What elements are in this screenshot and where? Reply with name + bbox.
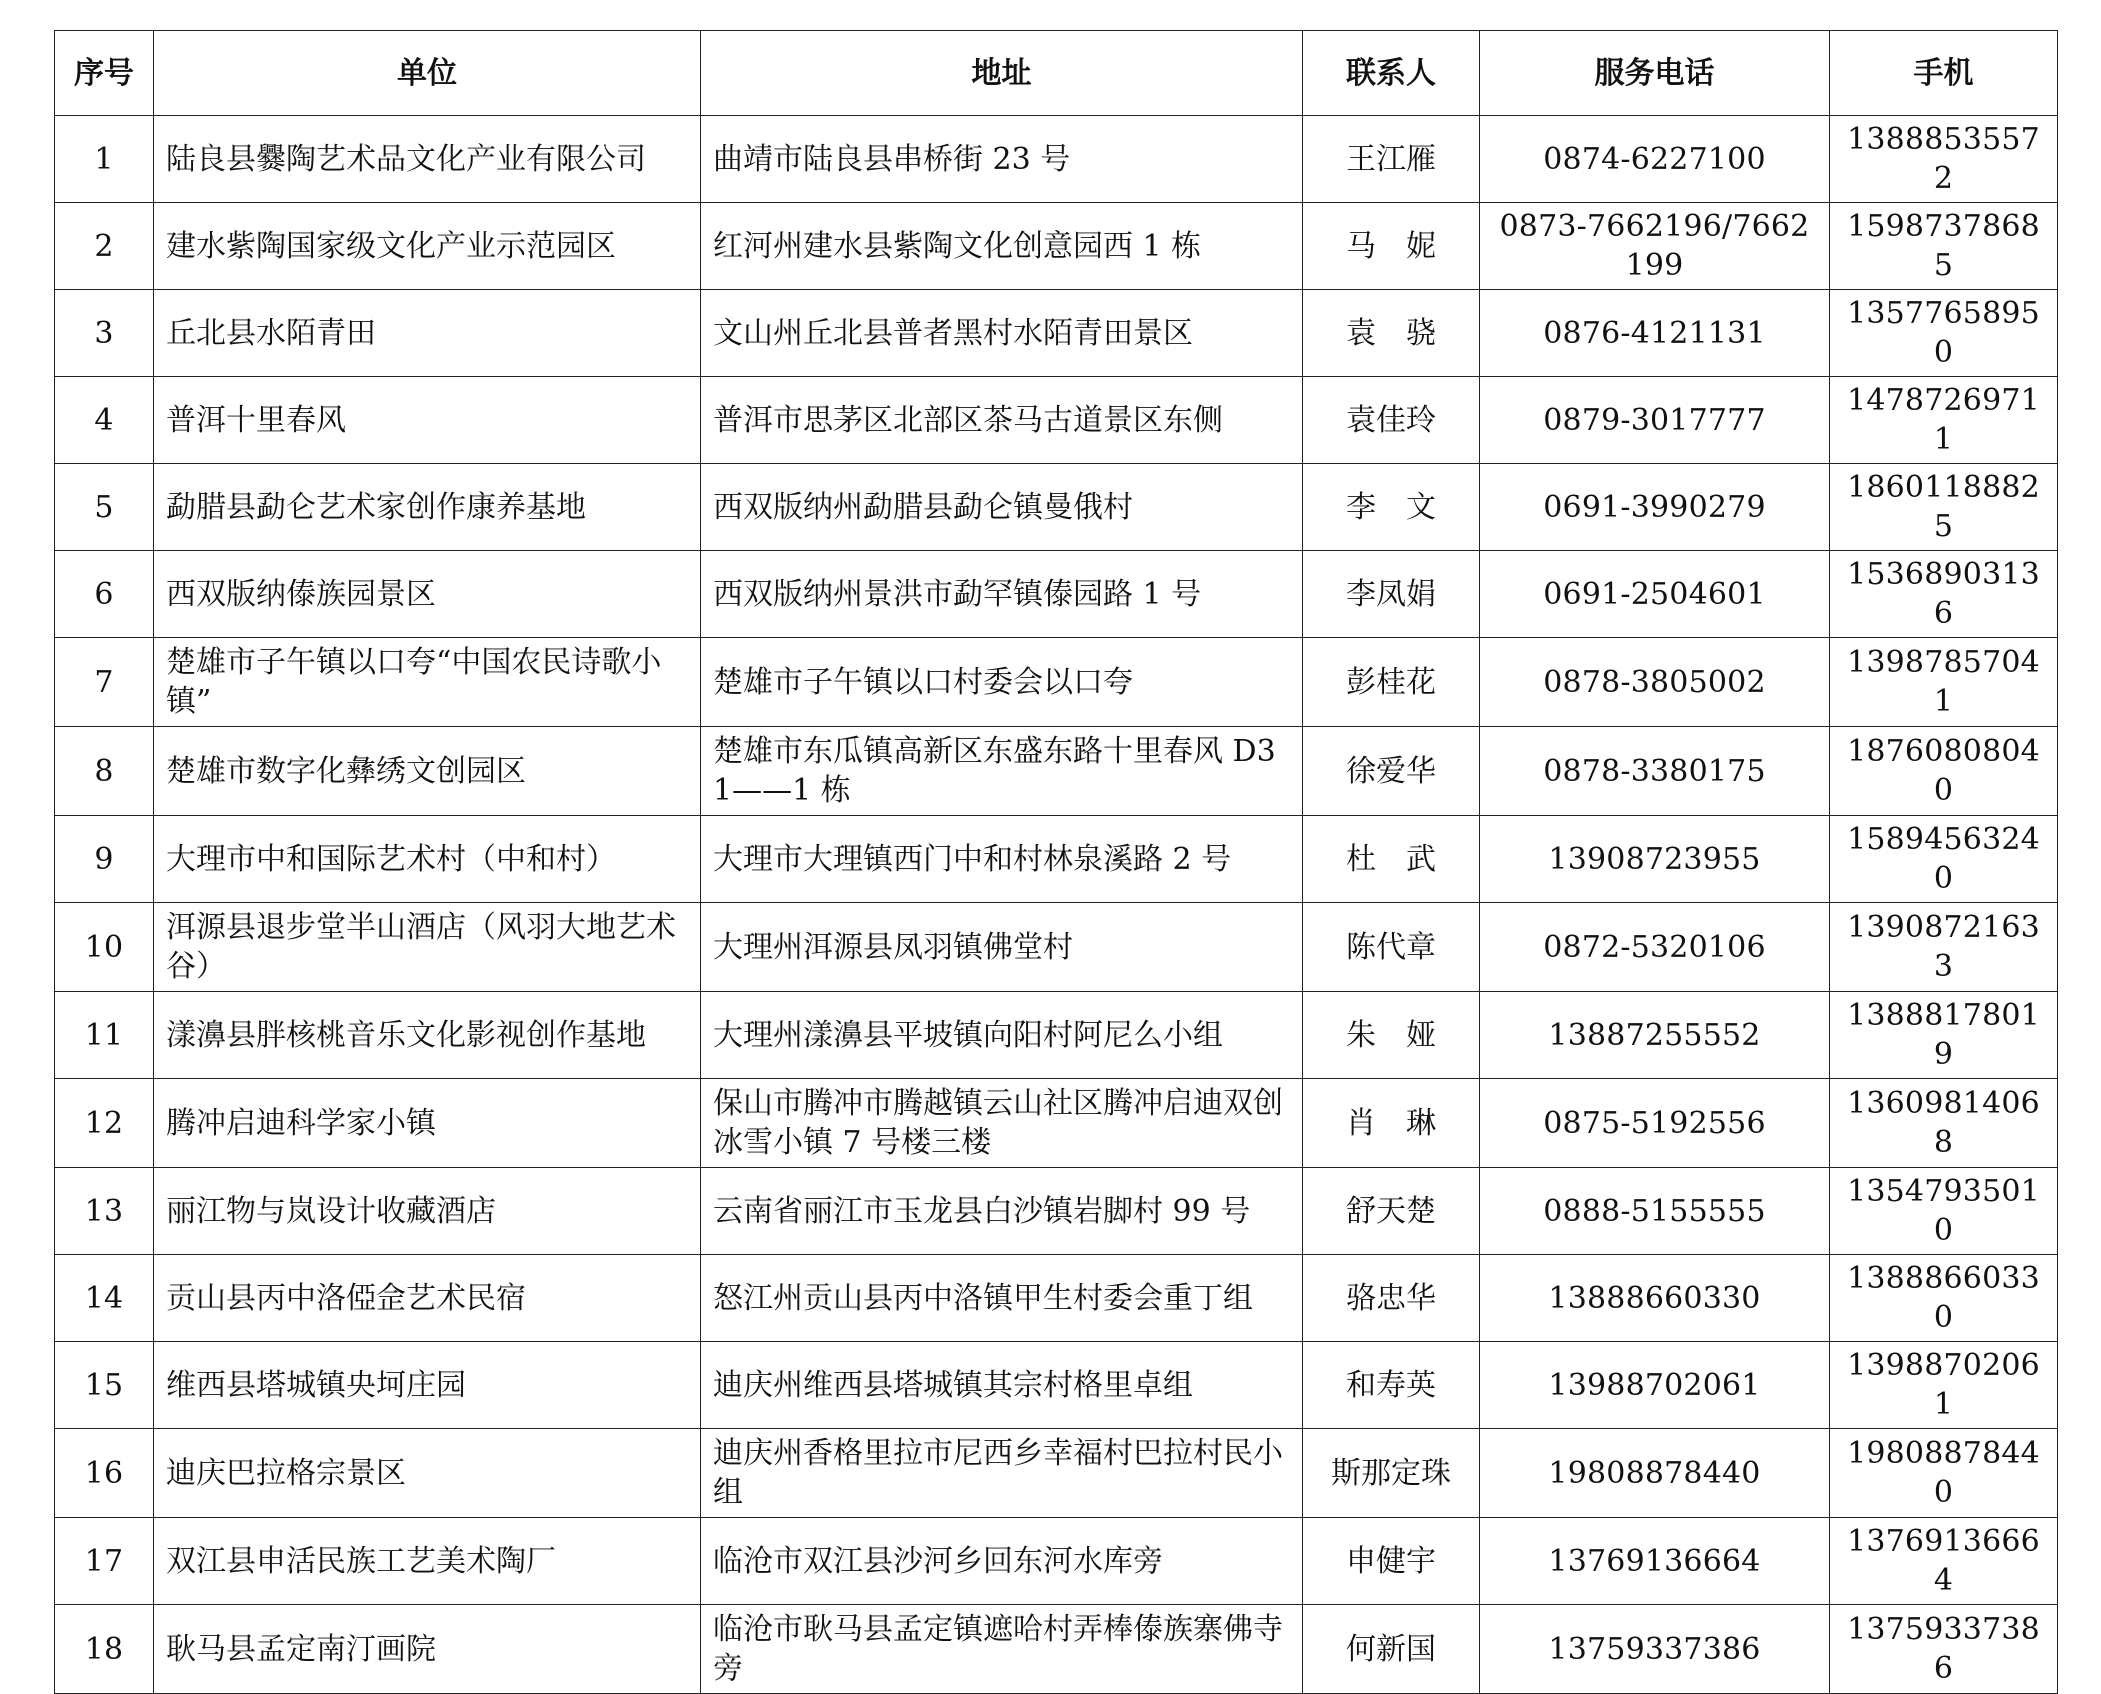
cell-contact: 申健宇 (1303, 1518, 1480, 1605)
cell-mobile: 15368903136 (1830, 551, 2058, 638)
cell-service-phone: 0879-3017777 (1480, 377, 1830, 464)
header-service-phone: 服务电话 (1480, 31, 1830, 116)
cell-unit: 建水紫陶国家级文化产业示范园区 (154, 203, 701, 290)
cell-no: 15 (55, 1342, 154, 1429)
table-row (55, 551, 2058, 638)
cell-mobile: 13769136664 (1830, 1518, 2058, 1605)
table-row (55, 1342, 2058, 1429)
table-row (55, 638, 2058, 727)
cell-mobile: 19808878440 (1830, 1429, 2058, 1518)
cell-address: 临沧市双江县沙河乡回东河水库旁 (701, 1518, 1303, 1605)
cell-address: 怒江州贡山县丙中洛镇甲生村委会重丁组 (701, 1255, 1303, 1342)
cell-contact: 骆忠华 (1303, 1255, 1480, 1342)
cell-unit: 陆良县爨陶艺术品文化产业有限公司 (154, 116, 701, 203)
cell-contact: 舒天楚 (1303, 1168, 1480, 1255)
cell-service-phone: 0878-3380175 (1480, 727, 1830, 816)
table-row (55, 1079, 2058, 1168)
table-row (55, 1255, 2058, 1342)
table-row (55, 903, 2058, 992)
cell-unit: 丘北县水陌青田 (154, 290, 701, 377)
cell-no: 16 (55, 1429, 154, 1518)
cell-service-phone: 13908723955 (1480, 816, 1830, 903)
table-row (55, 464, 2058, 551)
cell-no: 8 (55, 727, 154, 816)
cell-address: 迪庆州香格里拉市尼西乡幸福村巴拉村民小组 (701, 1429, 1303, 1518)
cell-no: 17 (55, 1518, 154, 1605)
cell-service-phone: 0875-5192556 (1480, 1079, 1830, 1168)
cell-contact: 袁 骁 (1303, 290, 1480, 377)
cell-service-phone: 19808878440 (1480, 1429, 1830, 1518)
cell-address: 西双版纳州景洪市勐罕镇傣园路 1 号 (701, 551, 1303, 638)
cell-service-phone: 13988702061 (1480, 1342, 1830, 1429)
cell-no: 7 (55, 638, 154, 727)
cell-address: 保山市腾冲市腾越镇云山社区腾冲启迪双创冰雪小镇 7 号楼三楼 (701, 1079, 1303, 1168)
cell-service-phone: 0872-5320106 (1480, 903, 1830, 992)
cell-no: 6 (55, 551, 154, 638)
cell-no: 2 (55, 203, 154, 290)
cell-contact: 李凤娟 (1303, 551, 1480, 638)
cell-unit: 楚雄市数字化彝绣文创园区 (154, 727, 701, 816)
cell-mobile: 13547935010 (1830, 1168, 2058, 1255)
cell-mobile: 13908721633 (1830, 903, 2058, 992)
cell-address: 西双版纳州勐腊县勐仑镇曼俄村 (701, 464, 1303, 551)
cell-service-phone: 0873-7662196/7662199 (1480, 203, 1830, 290)
table-row (55, 290, 2058, 377)
table-row (55, 203, 2058, 290)
cell-contact: 肖 琳 (1303, 1079, 1480, 1168)
table-row (55, 1429, 2058, 1518)
cell-contact: 斯那定珠 (1303, 1429, 1480, 1518)
cell-mobile: 13609814068 (1830, 1079, 2058, 1168)
cell-no: 1 (55, 116, 154, 203)
cell-no: 10 (55, 903, 154, 992)
cell-mobile: 18760808040 (1830, 727, 2058, 816)
cell-address: 楚雄市东瓜镇高新区东盛东路十里春风 D31——1 栋 (701, 727, 1303, 816)
cell-mobile: 13759337386 (1830, 1605, 2058, 1694)
cell-service-phone: 0876-4121131 (1480, 290, 1830, 377)
cell-contact: 和寿英 (1303, 1342, 1480, 1429)
cell-mobile: 15987378685 (1830, 203, 2058, 290)
cell-service-phone: 13888660330 (1480, 1255, 1830, 1342)
cell-no: 14 (55, 1255, 154, 1342)
cell-service-phone: 13759337386 (1480, 1605, 1830, 1694)
cell-mobile: 13888660330 (1830, 1255, 2058, 1342)
table-row (55, 992, 2058, 1079)
table-row (55, 816, 2058, 903)
cell-no: 12 (55, 1079, 154, 1168)
cell-contact: 彭桂花 (1303, 638, 1480, 727)
cell-address: 大理市大理镇西门中和村林泉溪路 2 号 (701, 816, 1303, 903)
cell-address: 楚雄市子午镇以口村委会以口夸 (701, 638, 1303, 727)
cell-contact: 李 文 (1303, 464, 1480, 551)
cell-address: 临沧市耿马县孟定镇遮哈村弄棒傣族寨佛寺旁 (701, 1605, 1303, 1694)
cell-unit: 维西县塔城镇央坷庄园 (154, 1342, 701, 1429)
contacts-table (54, 30, 2058, 1694)
cell-mobile: 13577658950 (1830, 290, 2058, 377)
cell-contact: 陈代章 (1303, 903, 1480, 992)
cell-contact: 徐爱华 (1303, 727, 1480, 816)
cell-no: 3 (55, 290, 154, 377)
cell-contact: 王江雁 (1303, 116, 1480, 203)
cell-address: 云南省丽江市玉龙县白沙镇岩脚村 99 号 (701, 1168, 1303, 1255)
header-no: 序号 (55, 31, 154, 116)
cell-service-phone: 0888-5155555 (1480, 1168, 1830, 1255)
cell-unit: 漾濞县胖核桃音乐文化影视创作基地 (154, 992, 701, 1079)
cell-unit: 双江县申活民族工艺美术陶厂 (154, 1518, 701, 1605)
cell-unit: 楚雄市子午镇以口夸“中国农民诗歌小镇” (154, 638, 701, 727)
cell-unit: 勐腊县勐仑艺术家创作康养基地 (154, 464, 701, 551)
cell-no: 5 (55, 464, 154, 551)
cell-unit: 腾冲启迪科学家小镇 (154, 1079, 701, 1168)
header-address: 地址 (701, 31, 1303, 116)
header-contact: 联系人 (1303, 31, 1480, 116)
cell-address: 迪庆州维西县塔城镇其宗村格里卓组 (701, 1342, 1303, 1429)
cell-address: 大理州洱源县凤羽镇佛堂村 (701, 903, 1303, 992)
cell-unit: 西双版纳傣族园景区 (154, 551, 701, 638)
cell-service-phone: 0874-6227100 (1480, 116, 1830, 203)
cell-mobile: 13888178019 (1830, 992, 2058, 1079)
cell-address: 曲靖市陆良县串桥街 23 号 (701, 116, 1303, 203)
cell-unit: 普洱十里春风 (154, 377, 701, 464)
cell-address: 普洱市思茅区北部区茶马古道景区东侧 (701, 377, 1303, 464)
cell-address: 红河州建水县紫陶文化创意园西 1 栋 (701, 203, 1303, 290)
cell-mobile: 18601188825 (1830, 464, 2058, 551)
table-row (55, 1518, 2058, 1605)
cell-no: 9 (55, 816, 154, 903)
cell-service-phone: 0878-3805002 (1480, 638, 1830, 727)
header-unit: 单位 (154, 31, 701, 116)
cell-contact: 袁佳玲 (1303, 377, 1480, 464)
cell-contact: 朱 娅 (1303, 992, 1480, 1079)
cell-service-phone: 13887255552 (1480, 992, 1830, 1079)
cell-address: 大理州漾濞县平坡镇向阳村阿尼么小组 (701, 992, 1303, 1079)
cell-unit: 大理市中和国际艺术村（中和村） (154, 816, 701, 903)
cell-no: 18 (55, 1605, 154, 1694)
cell-service-phone: 0691-3990279 (1480, 464, 1830, 551)
table-row (55, 1605, 2058, 1694)
cell-no: 11 (55, 992, 154, 1079)
cell-mobile: 15894563240 (1830, 816, 2058, 903)
cell-mobile: 14787269711 (1830, 377, 2058, 464)
table-row (55, 727, 2058, 816)
cell-unit: 洱源县退步堂半山酒店（风羽大地艺术谷） (154, 903, 701, 992)
cell-no: 4 (55, 377, 154, 464)
header-row (55, 31, 2058, 116)
cell-address: 文山州丘北县普者黑村水陌青田景区 (701, 290, 1303, 377)
cell-unit: 迪庆巴拉格宗景区 (154, 1429, 701, 1518)
cell-mobile: 13888535572 (1830, 116, 2058, 203)
cell-contact: 马 妮 (1303, 203, 1480, 290)
table-row (55, 377, 2058, 464)
cell-no: 13 (55, 1168, 154, 1255)
cell-unit: 丽江物与岚设计收藏酒店 (154, 1168, 701, 1255)
cell-contact: 何新国 (1303, 1605, 1480, 1694)
header-mobile: 手机 (1830, 31, 2058, 116)
cell-mobile: 13987857041 (1830, 638, 2058, 727)
cell-contact: 杜 武 (1303, 816, 1480, 903)
cell-service-phone: 0691-2504601 (1480, 551, 1830, 638)
cell-service-phone: 13769136664 (1480, 1518, 1830, 1605)
table-row (55, 1168, 2058, 1255)
cell-mobile: 13988702061 (1830, 1342, 2058, 1429)
cell-unit: 贡山县丙中洛俹佱艺术民宿 (154, 1255, 701, 1342)
table-row (55, 116, 2058, 203)
cell-unit: 耿马县孟定南汀画院 (154, 1605, 701, 1694)
